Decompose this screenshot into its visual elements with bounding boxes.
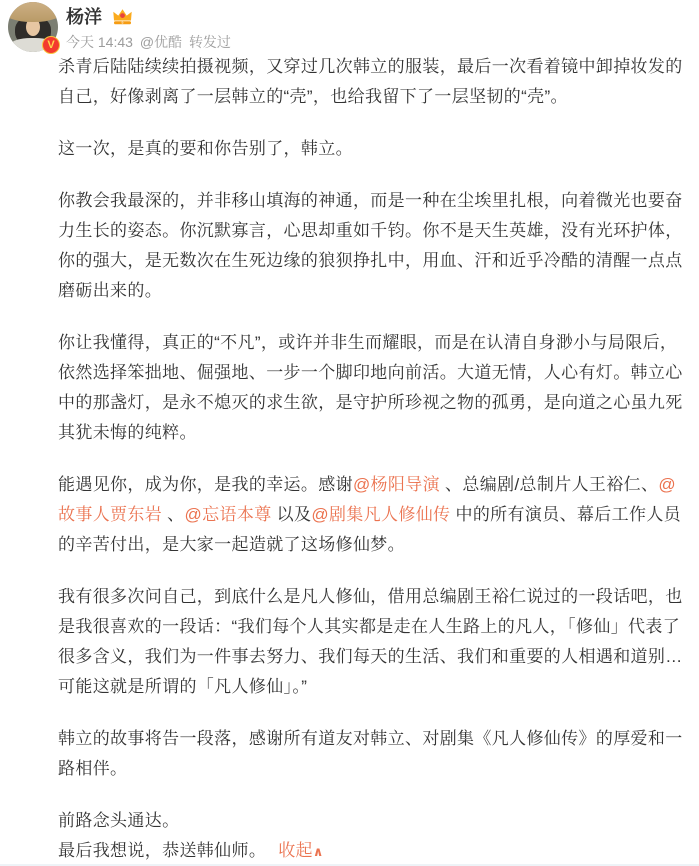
collapse-link[interactable] [278, 841, 324, 860]
verified-v-icon: V [42, 36, 60, 54]
post-text: 、 [162, 505, 185, 524]
mention-link[interactable]: @故事人贾东岩 [58, 475, 676, 524]
post-text: 你让我懂得，真正的“不凡”，或许并非生而耀眼，而是在认清自身渺小与局限后，依然选择笨拙地、倔强地、一步一个脚印地向前活。大道无情，人心有灯。韩立心中的那盏灯，是永不熄灭的求生欲，是守护所珍视之物的孤勇，是向道之心虽九死其犹未悔的纯粹。 [58, 333, 683, 442]
post-text: 杀青后陆陆续续拍摄视频，又穿过几次韩立的服装，最后一次看着镜中卸掉妆发的自己，好像剥离了一层韩立的“壳”，也给我留下了一层坚韧的“壳”。 [58, 57, 683, 106]
post-text: 能遇见你，成为你，是我的幸运。感谢 [58, 475, 353, 494]
post-paragraph [58, 806, 693, 836]
post-text: 、总编剧/总制片人王裕仁、 [439, 475, 659, 494]
source-app[interactable]: @优酷 [139, 34, 183, 50]
post-paragraph [58, 52, 693, 112]
post-text: 前路念头通达。 [58, 811, 180, 830]
post-paragraph [58, 582, 693, 702]
post-paragraph [58, 724, 693, 784]
post-text: 以及 [271, 505, 312, 524]
post-text: 中的所有演员、幕后工作人员的辛苦付出，是大家一起造就了这场修仙梦。 [58, 505, 682, 554]
username[interactable]: 杨洋 [66, 7, 102, 27]
post-text: 韩立的故事将告一段落，感谢所有道友对韩立、对剧集《凡人修仙传》的厚爱和一路相伴。 [58, 729, 683, 778]
post-text: 我有很多次问自己，到底什么是凡人修仙，借用总编剧王裕仁说过的一段话吧，也是我很喜欢的一段话：“我们每个人其实都是走在人生路上的凡人，「修仙」代表了很多含义，我们为一件事去努力、我们每天的生活、我们和重要的人相遇和道别…可能这就是所谓的「凡人修仙」。” [58, 587, 683, 696]
post-text: 这一次，是真的要和你告别了，韩立。 [58, 139, 353, 158]
post-paragraph [58, 836, 693, 866]
header-info [66, 2, 234, 52]
repost-note: 转发过 [188, 34, 231, 50]
svg-text:9: 9 [121, 20, 124, 25]
post-text: 最后我想说，恭送韩仙师。 [58, 841, 267, 860]
post-paragraph [58, 328, 693, 448]
mention-link[interactable]: @剧集凡人修仙传 [311, 505, 451, 524]
mention-link[interactable]: @杨阳导演 [352, 475, 440, 494]
vip-crown-icon[interactable] [112, 8, 133, 25]
post-paragraph [58, 186, 693, 306]
post-content [58, 52, 693, 866]
post-text: 你教会我最深的，并非移山填海的神通，而是一种在尘埃里扎根，向着微光也要奋力生长的姿态。你沉默寡言，心思却重如千钧。你不是天生英雄，没有光环护体，你的强大，是无数次在生死边缘的狼狈挣扎中，用血、汗和近乎冷酷的清醒一点点磨砺出来的。 [58, 191, 683, 300]
post-paragraph [58, 470, 693, 560]
collapse-label: 收起 [278, 841, 313, 860]
post-header [8, 2, 693, 52]
avatar[interactable] [8, 2, 58, 52]
chevron-up-icon: ∧ [312, 844, 324, 859]
post-paragraph [58, 134, 693, 164]
post-meta [66, 32, 234, 52]
timestamp: 今天 14:43 [66, 34, 133, 50]
avatar-straw-hat [8, 2, 58, 22]
mention-link[interactable]: @忘语本尊 [184, 505, 272, 524]
